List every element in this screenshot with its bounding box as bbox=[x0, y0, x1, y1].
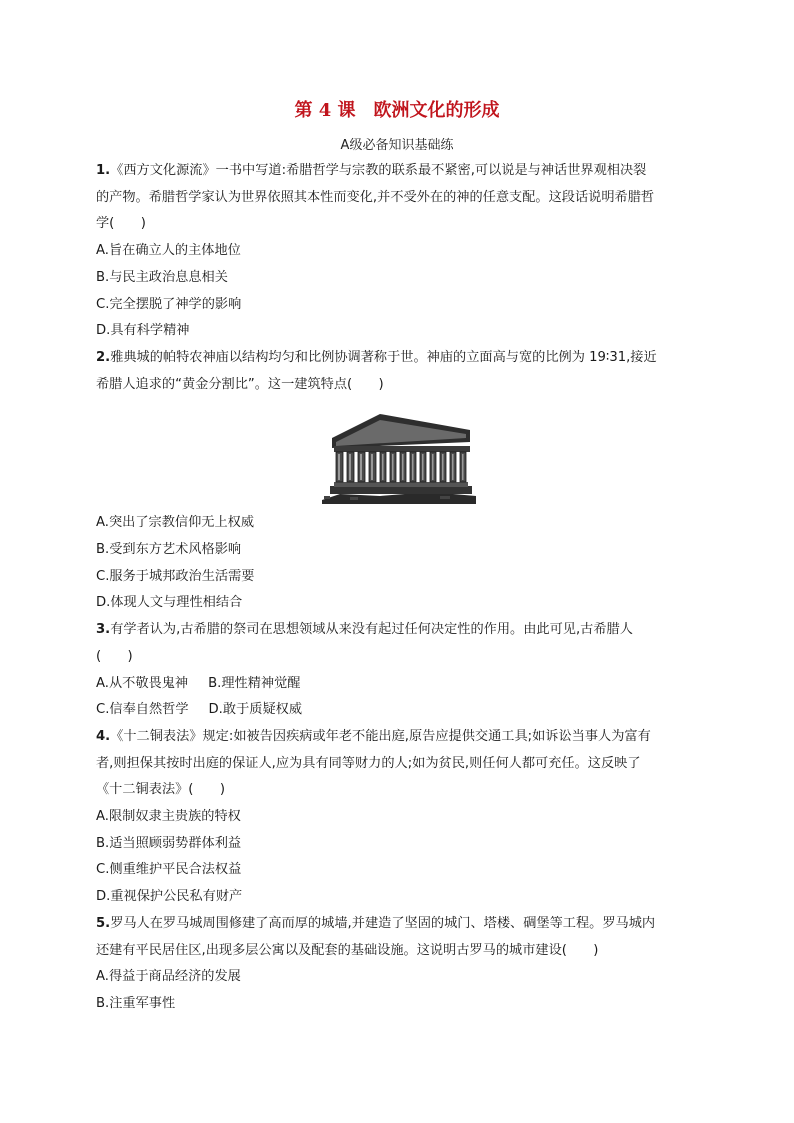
option-c: C.信奉自然哲学 bbox=[96, 702, 189, 718]
question-list bbox=[96, 158, 700, 1018]
question-text: 的产物。希腊哲学家认为世界依照其本性而变化,并不受外在的神的任意支配。这段话说明希腊哲 bbox=[96, 189, 655, 205]
option-c: C.侧重维护平民合法权益 bbox=[96, 862, 242, 878]
option-row bbox=[96, 697, 700, 724]
option-c: C.完全摆脱了神学的影响 bbox=[96, 296, 242, 312]
question-text: 学( ) bbox=[96, 216, 146, 232]
question-text: 雅典城的帕特农神庙以结构均匀和比例协调著称于世。神庙的立面高与宽的比例为 19∶31,接近 bbox=[110, 349, 657, 365]
question-2 bbox=[96, 345, 700, 617]
option-b: B.受到东方艺术风格影响 bbox=[96, 542, 242, 558]
question-line bbox=[96, 158, 700, 185]
option-a: A.突出了宗教信仰无上权威 bbox=[96, 515, 255, 531]
question-3 bbox=[96, 617, 700, 724]
option-a: A.从不敬畏鬼神 bbox=[96, 675, 189, 691]
option-b: B.注重军事性 bbox=[96, 995, 176, 1011]
option-a: A.限制奴隶主贵族的特权 bbox=[96, 809, 241, 825]
option-d: D.重视保护公民私有财产 bbox=[96, 889, 243, 905]
section-subtitle: A级必备知识基础练 bbox=[340, 138, 454, 153]
question-text: 《西方文化源流》一书中写道:希腊哲学与宗教的联系最不紧密,可以说是与神话世界观相决裂 bbox=[110, 163, 647, 178]
parthenon-temple-icon bbox=[320, 408, 478, 504]
question-text: 《十二铜表法》规定:如被告因疾病或年老不能出庭,原告应提供交通工具;如诉讼当事人为富有 bbox=[110, 728, 651, 744]
option-row bbox=[96, 671, 700, 698]
option-d: D.敢于质疑权威 bbox=[208, 702, 303, 718]
question-number: 1. bbox=[96, 163, 111, 178]
question-text: 罗马人在罗马城周围修建了高而厚的城墙,并建造了坚固的城门、塔楼、碉堡等工程。罗马城内 bbox=[110, 915, 656, 931]
option-a: A.旨在确立人的主体地位 bbox=[96, 243, 241, 259]
option-c: C.服务于城邦政治生活需要 bbox=[96, 568, 255, 584]
option-a: A.得益于商品经济的发展 bbox=[96, 969, 241, 985]
question-text: 《十二铜表法》( ) bbox=[96, 782, 225, 798]
option-b: B.理性精神觉醒 bbox=[208, 675, 301, 691]
question-text: ( ) bbox=[96, 648, 133, 664]
question-line bbox=[96, 911, 700, 938]
option-b: B.与民主政治息息相关 bbox=[96, 269, 228, 285]
question-number: 4. bbox=[96, 728, 111, 744]
question-text: 还建有平民居住区,出现多层公寓以及配套的基础设施。这说明古罗马的城市建设( ) bbox=[96, 942, 599, 958]
question-5 bbox=[96, 911, 700, 1018]
option-b: B.适当照顾弱势群体利益 bbox=[96, 835, 242, 851]
option-d: D.体现人文与理性相结合 bbox=[96, 595, 243, 611]
question-text: 有学者认为,古希腊的祭司在思想领域从来没有起过任何决定性的作用。由此可见,古希腊人 bbox=[110, 622, 633, 638]
question-number: 5. bbox=[96, 915, 111, 931]
question-number: 3. bbox=[96, 622, 111, 638]
question-1 bbox=[96, 158, 700, 345]
question-line bbox=[96, 345, 700, 372]
question-line bbox=[96, 617, 700, 644]
question-text: 者,则担保其按时出庭的保证人,应为具有同等财力的人;如为贫民,则任何人都可充任。这反映了 bbox=[96, 755, 641, 771]
question-4 bbox=[96, 724, 700, 911]
question-line bbox=[96, 724, 700, 751]
question-number: 2. bbox=[96, 349, 111, 365]
lesson-title: 第 4 课 欧洲文化的形成 bbox=[294, 100, 500, 121]
option-d: D.具有科学精神 bbox=[96, 323, 190, 339]
question-text: 希腊人追求的“黄金分割比”。这一建筑特点( ) bbox=[96, 376, 384, 392]
